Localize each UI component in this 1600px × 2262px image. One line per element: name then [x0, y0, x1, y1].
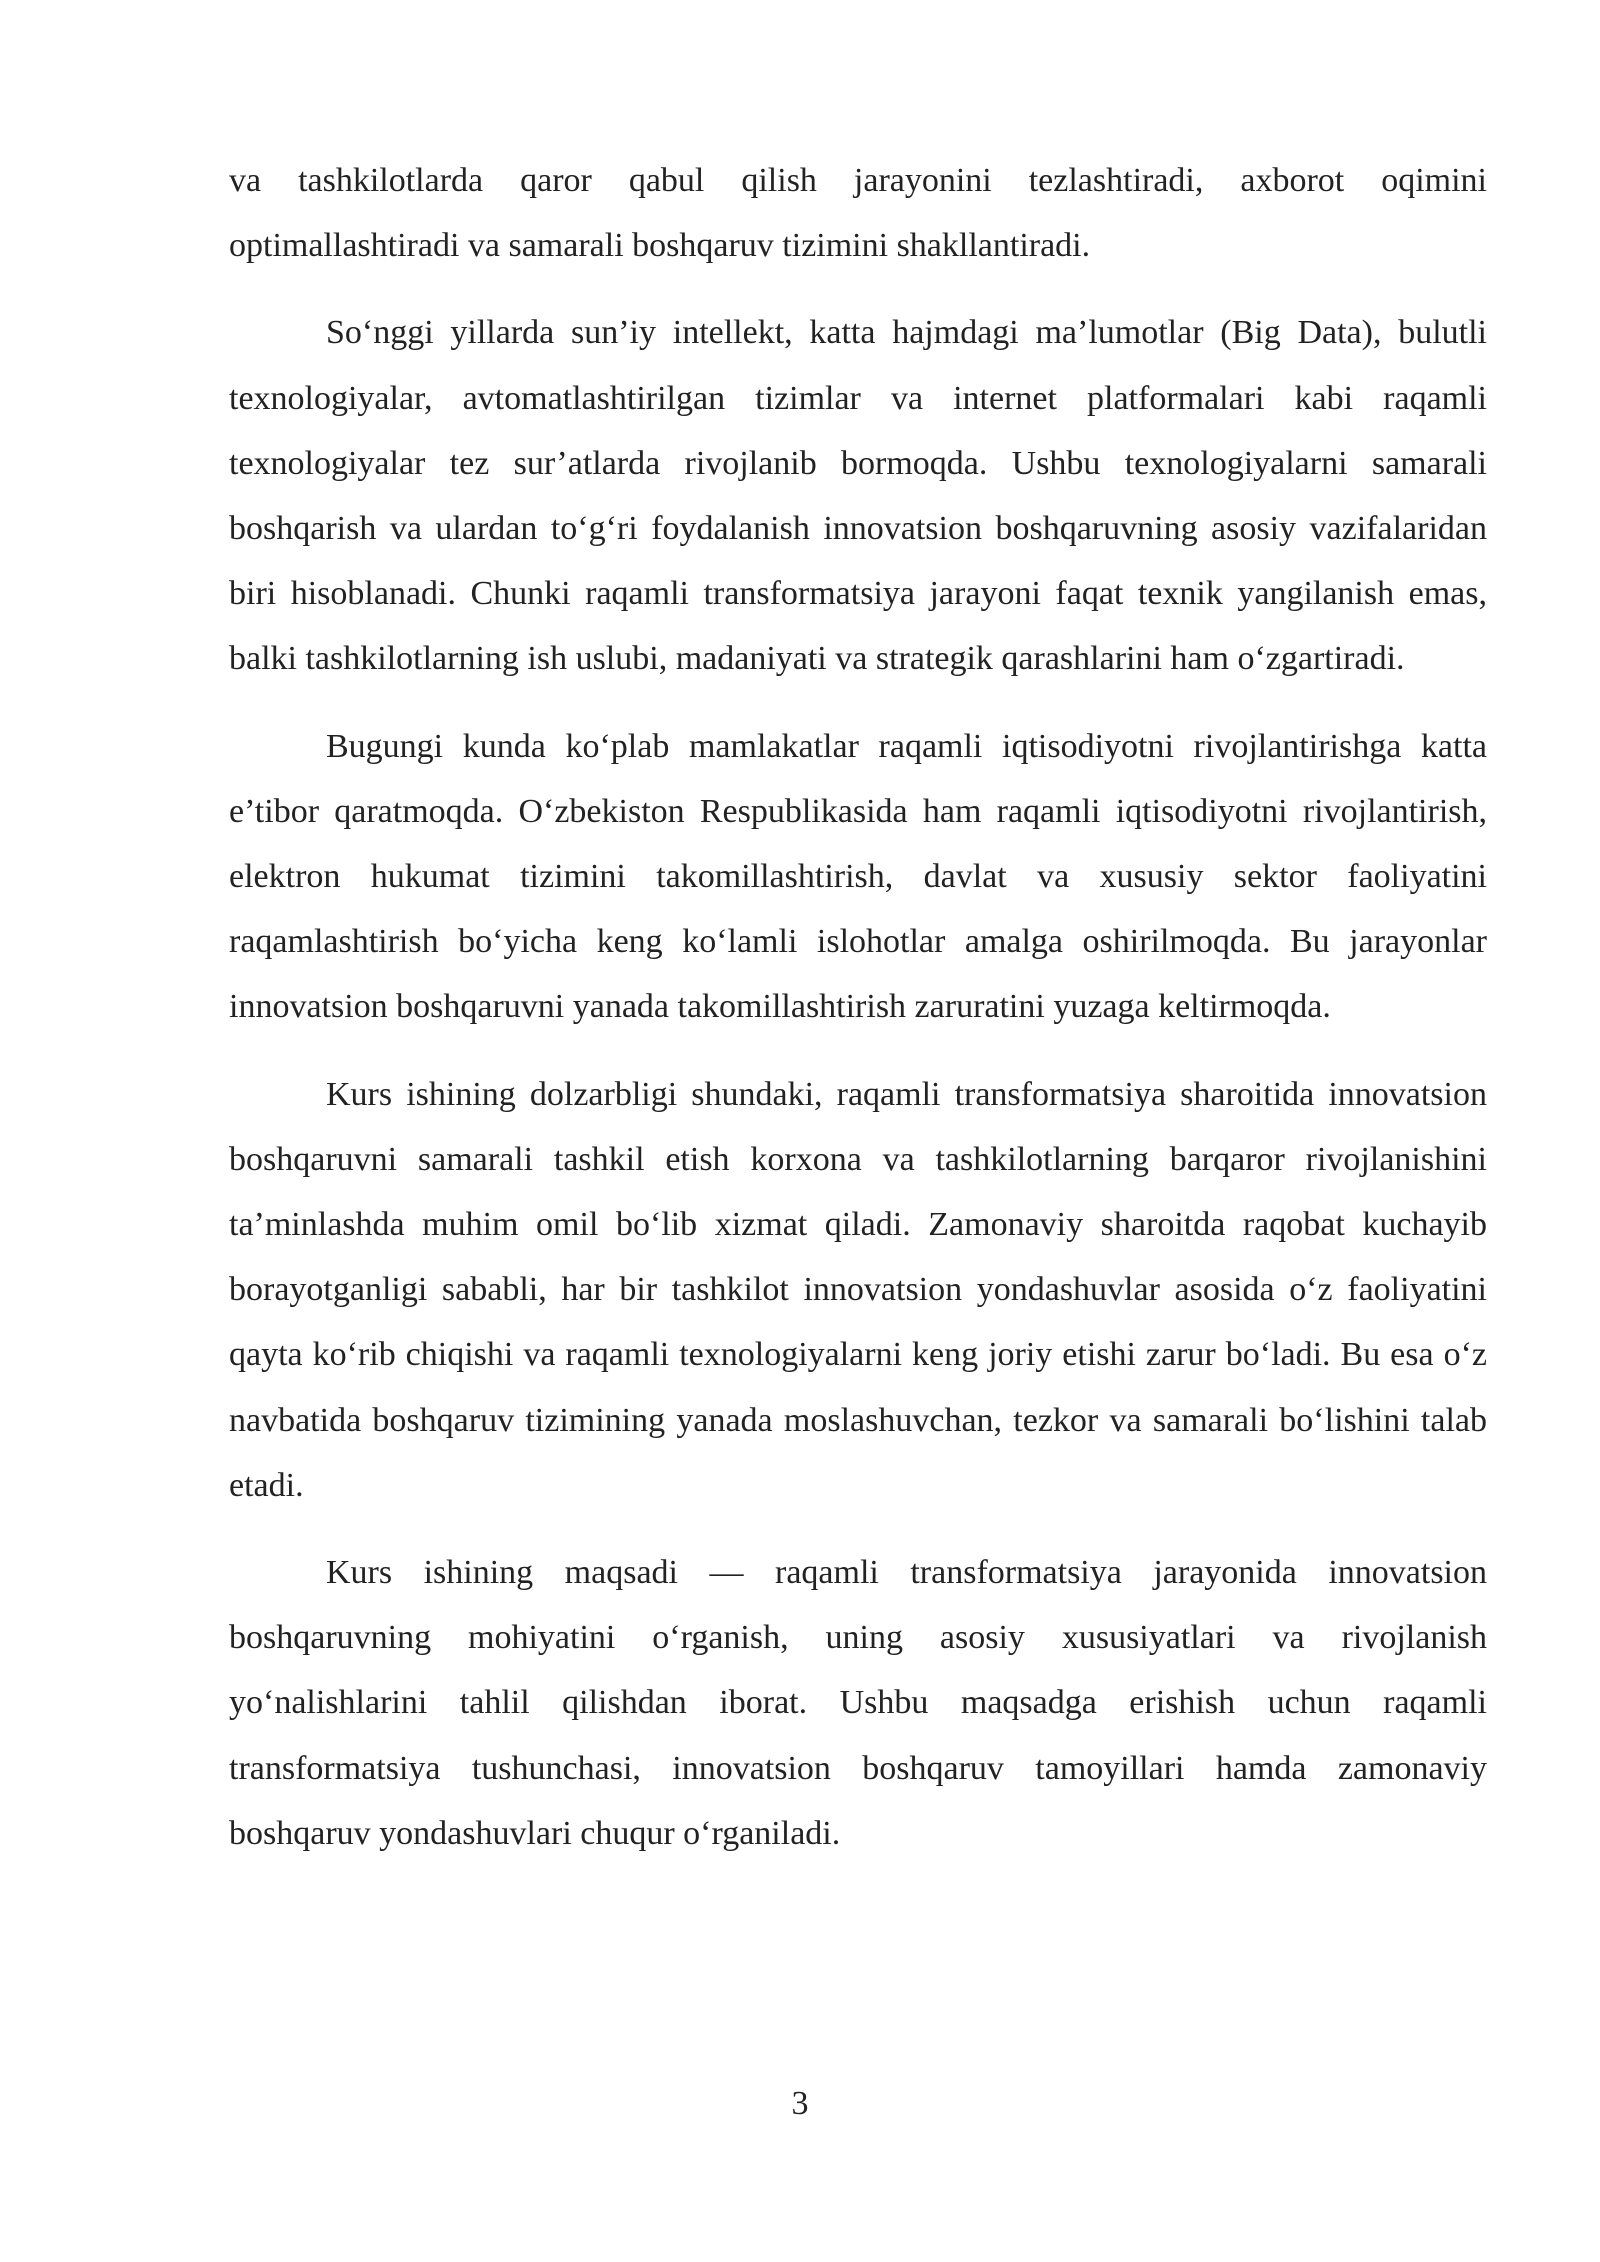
paragraph-3: Bugungi kunda ko‘plab mamlakatlar raqamli iqtisodiyotni rivojlantirishga katta e’tibor qaratmoqda. O‘zbekiston Respublikasida ham raqamli iqtisodiyotni rivojlantirish, elektron hukumat tizimini takomillashtirish, davlat va xususiy sektor faoliyatini raqamlashtirish bo‘yicha keng ko‘lamli islohotlar amalga oshirilmoqda. Bu jarayonlar innovatsion boshqaruvni yanada takomillashtirish zaruratini yuzaga keltirmoqda.: [229, 727, 1487, 1026]
paragraph-2: So‘nggi yillarda sun’iy intellekt, katta hajmdagi ma’lumotlar (Big Data), bulutli texnologiyalar, avtomatlashtirilgan tizimlar va internet platformalari kabi raqamli texnologiyalar tez sur’atlarda rivojlanib bormoqda. Ushbu texnologiyalarni samarali boshqarish va ulardan to‘g‘ri foydalanish innovatsion boshqaruvning asosiy vazifalaridan biri hisoblanadi. Chunki raqamli transformatsiya jarayoni faqat texnik yangilanish emas, balki tashkilotlarning ish uslubi, madaniyati va strategik qarashlarini ham o‘zgartiradi.: [229, 314, 1487, 678]
paragraph-1: va tashkilotlarda qaror qabul qilish jarayonini tezlashtiradi, axborot oqimini optimallashtiradi va samarali boshqaruv tizimini shakllantiradi.: [229, 162, 1487, 265]
paragraph-5: Kurs ishining maqsadi — raqamli transformatsiya jarayonida innovatsion boshqaruvning mohiyatini o‘rganish, uning asosiy xususiyatlari va rivojlanish yo‘nalishlarini tahlil qilishdan iborat. Ushbu maqsadga erishish uchun raqamli transformatsiya tushunchasi, innovatsion boshqaruv tamoyillari hamda zamonaviy boshqaruv yondashuvlari chuqur o‘rganiladi.: [229, 1554, 1487, 1852]
body-text: [229, 148, 1487, 1888]
page-number: 3: [791, 2085, 809, 2122]
paragraph-4: Kurs ishining dolzarbligi shundaki, raqamli transformatsiya sharoitida innovatsion boshqaruvni samarali tashkil etish korxona va tashkilotlarning barqaror rivojlanishini ta’minlashda muhim omil bo‘lib xizmat qiladi. Zamonaviy sharoitda raqobat kuchayib borayotganligi sababli, har bir tashkilot innovatsion yondashuvlar asosida o‘z faoliyatini qayta ko‘rib chiqishi va raqamli texnologiyalarni keng joriy etishi zarur bo‘ladi. Bu esa o‘z navbatida boshqaruv tizimining yanada moslashuvchan, tezkor va samarali bo‘lishini talab etadi.: [229, 1075, 1487, 1504]
